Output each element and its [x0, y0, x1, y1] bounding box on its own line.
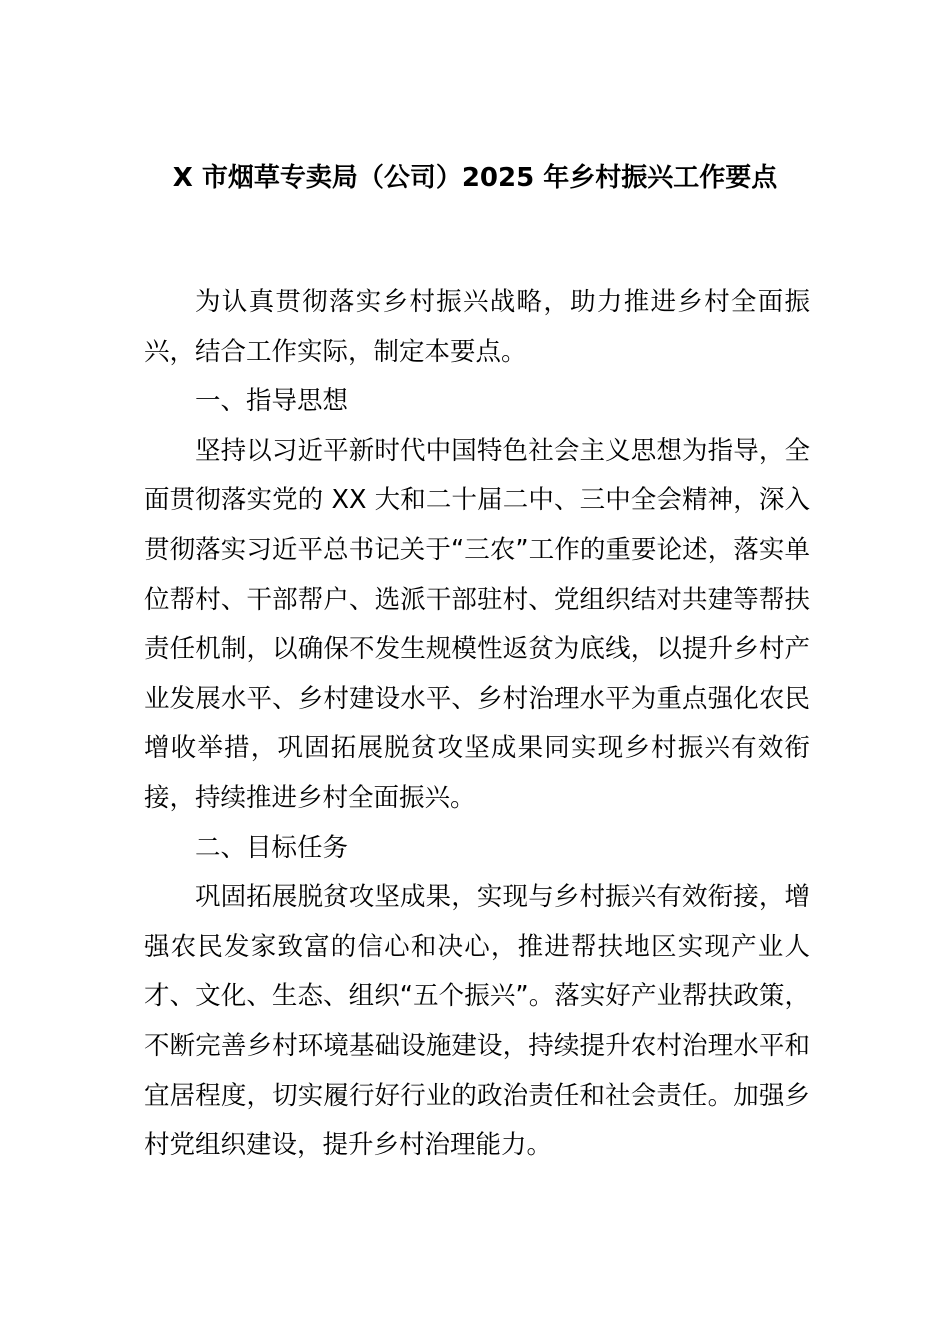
intro-paragraph: 为认真贯彻落实乡村振兴战略，助力推进乡村全面振兴，结合工作实际，制定本要点。 — [144, 287, 810, 367]
document-title: X 市烟草专卖局（公司）2025 年乡村振兴工作要点 — [172, 163, 778, 193]
document-body — [144, 278, 810, 1171]
goals-tasks-paragraph: 巩固拓展脱贫攻坚成果，实现与乡村振兴有效衔接，增强农民发家致富的信心和决心，推进帮扶地区实现产业人才、文化、生态、组织“五个振兴”。落实好产业帮扶政策，不断完善乡村环境基础设施建设，持续提升农村治理水平和宜居程度，切实履行好行业的政治责任和社会责任。加强乡村党组织建设，提升乡村治理能力。 — [144, 882, 810, 1161]
section-heading-guiding-thought: 一、指导思想 — [195, 386, 349, 417]
guiding-thought-paragraph: 坚持以习近平新时代中国特色社会主义思想为指导，全面贯彻落实党的 XX 大和二十届二中、三中全会精神，深入贯彻落实习近平总书记关于“三农”工作的重要论述，落实单位帮村、干部帮户、选派干部驻村、党组织结对共建等帮扶责任机制，以确保不发生规模性返贫为底线，以提升乡村产业发展水平、乡村建设水平、乡村治理水平为重点强化农民增收举措，巩固拓展脱贫攻坚成果同实现乡村振兴有效衔接，持续推进乡村全面振兴。 — [144, 435, 810, 813]
section-heading-goals-tasks: 二、目标任务 — [195, 832, 349, 863]
